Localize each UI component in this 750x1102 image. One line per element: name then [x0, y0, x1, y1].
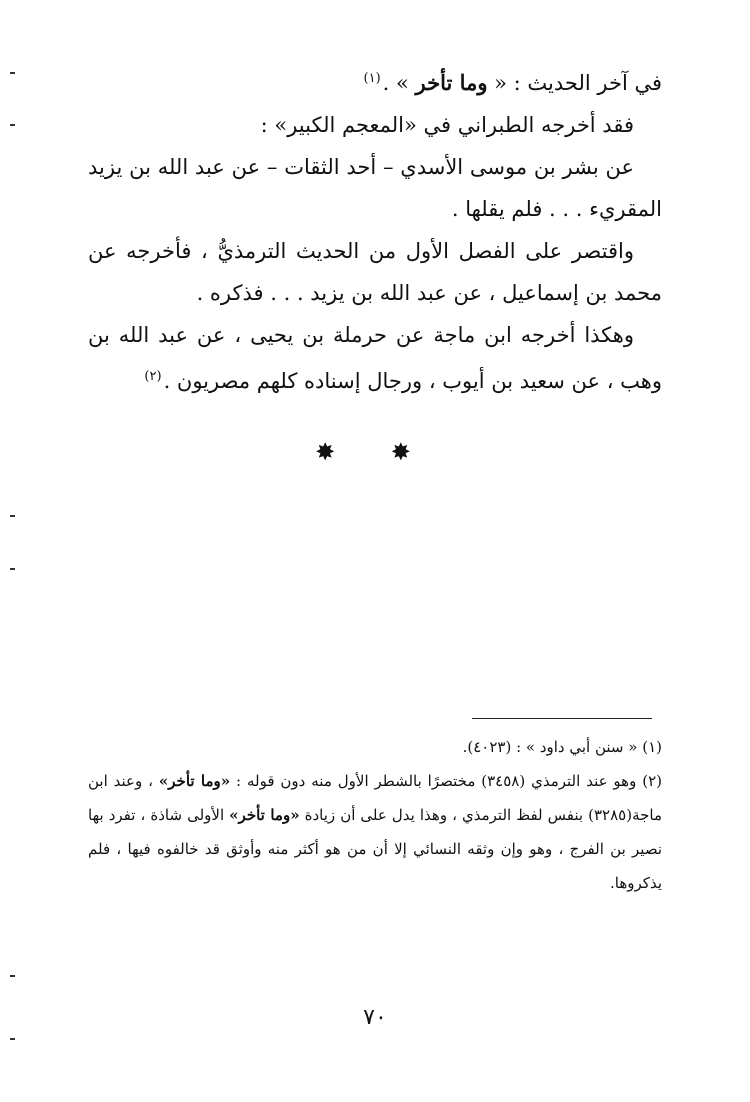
- footnote-2-bold-2: «وما تأخر»: [229, 806, 300, 824]
- footnote-2: [88, 764, 662, 900]
- section-separator-stars: ✸ ✸: [315, 438, 435, 466]
- footnote-2-part-c: الأولى شاذة ، تفرد بها نصير بن الفرج ، وهو وإن وثقه النسائي إلا أن من هو أكثر منه وأوثق قد خالفوه فيها ، فلم يذكروها.: [88, 806, 662, 892]
- margin-mark: [10, 1038, 15, 1040]
- paragraph-1-text: في آخر الحديث : «: [487, 71, 662, 95]
- main-text-block: [88, 58, 662, 402]
- footnote-ref-1: (١): [363, 71, 381, 86]
- paragraph-1-bold-phrase: وما تأخر: [415, 70, 488, 95]
- footnotes-block: [88, 730, 662, 900]
- paragraph-1-end: » .: [382, 71, 416, 95]
- paragraph-5-text: وهكذا أخرجه ابن ماجة عن حرملة بن يحيى ، عن عبد الله بن وهب ، عن سعيد بن أيوب ، ورجال إسناده كلهم مصريون .: [88, 323, 662, 393]
- footnote-1: [88, 730, 662, 764]
- paragraph-3-text: عن بشر بن موسى الأسدي – أحد الثقات – عن عبد الله بن يزيد المقريء . . . فلم يقلها .: [88, 155, 662, 221]
- margin-mark: [10, 515, 15, 517]
- paragraph-3: [88, 146, 662, 230]
- paragraph-1: [88, 58, 662, 104]
- paragraph-2-text: فقد أخرجه الطبراني في «المعجم الكبير» :: [260, 113, 634, 137]
- margin-mark: [10, 72, 15, 74]
- footnote-ref-2: (٢): [144, 369, 162, 384]
- footnote-2-bold-1: «وما تأخر»: [158, 772, 231, 790]
- margin-mark: [10, 124, 15, 126]
- footnote-2-part-b: ، وعند ابن ماجة(٣٢٨٥) بنفس لفظ الترمذي ، وهذا يدل على أن زيادة: [88, 772, 663, 824]
- paragraph-4: [88, 230, 662, 314]
- footnote-1-text: (١) « سنن أبي داود » : (٤٠٢٣).: [462, 738, 662, 756]
- margin-mark: [10, 568, 15, 570]
- footnote-divider: [472, 718, 652, 719]
- footnote-2-part-a: (٢) وهو عند الترمذي (٣٤٥٨) مختصرًا بالشطر الأول منه دون قوله :: [230, 772, 663, 790]
- paragraph-2: [88, 104, 662, 146]
- paragraph-4-text: واقتصر على الفصل الأول من الحديث الترمذيُّ ، فأخرجه عن محمد بن إسماعيل ، عن عبد الله بن يزيد . . . فذكره .: [88, 239, 662, 305]
- paragraph-5: [88, 314, 662, 402]
- page-number: ٧٠: [363, 1005, 387, 1030]
- margin-mark: [10, 975, 15, 977]
